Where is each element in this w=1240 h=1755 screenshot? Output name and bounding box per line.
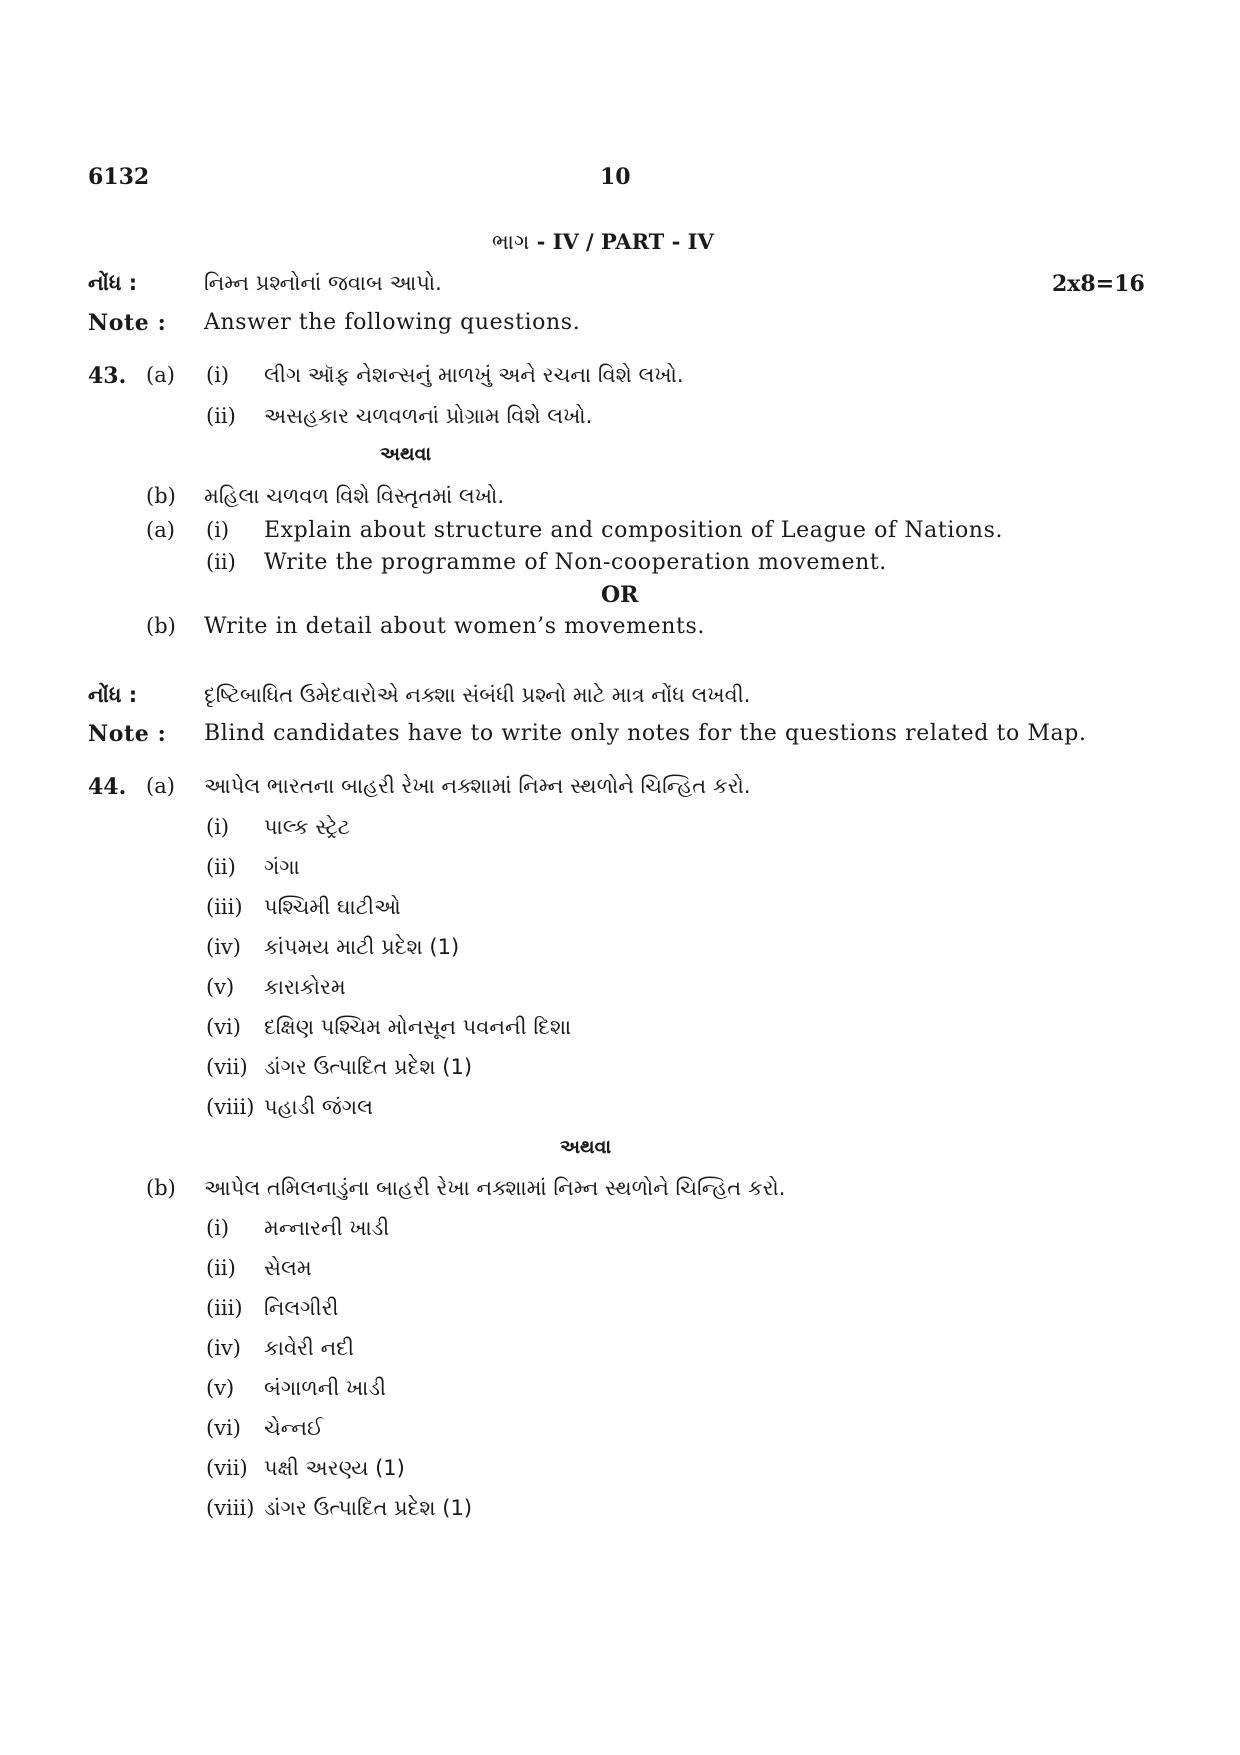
list-item-number: (ii)	[206, 1256, 236, 1280]
note-gu-text: નિમ્ન પ્રશ્નોનાં જવાબ આપો.	[204, 271, 442, 295]
q43-en-i: Explain about structure and composition of League of Nations.	[264, 518, 1004, 543]
list-item: પશ્ચિમી ઘાટીઓ	[264, 895, 401, 919]
q43-number: 43.	[88, 363, 127, 389]
note2-gu-text: દૃષ્ટિબાધિત ઉમેદવારોએ નક્શા સંબંધી પ્રશ્નો માટે માત્ર નોંધ લખવી.	[204, 683, 751, 707]
paper-code: 6132	[88, 164, 150, 190]
part-title-sep: -	[529, 229, 553, 254]
q43-en-a-label: (a)	[146, 518, 175, 542]
q44-a-text: આપેલ ભારતના બાહરી રેખા નક્શામાં નિમ્ન સ્થળોને ચિન્હિત કરો.	[204, 774, 751, 798]
list-item: કારાકોરમ	[264, 975, 346, 999]
note2-gu-label: નોંધ :	[88, 683, 138, 707]
list-item-number: (iv)	[206, 1336, 241, 1360]
list-item: સેલમ	[264, 1256, 312, 1280]
note2-en-text: Blind candidates have to write only notes for the questions related to Map.	[204, 721, 1087, 746]
q43-en-b-label: (b)	[146, 614, 176, 638]
q44-a-label: (a)	[146, 774, 175, 798]
list-item: પાલ્ક સ્ટ્રેટ	[264, 815, 351, 839]
note-en-text: Answer the following questions.	[204, 310, 581, 335]
list-item-number: (ii)	[206, 855, 236, 879]
part-title	[492, 229, 714, 255]
list-item: કાવેરી નદી	[264, 1336, 354, 1360]
q44-number: 44.	[88, 774, 127, 800]
list-item-number: (viii)	[206, 1496, 255, 1520]
q43-gu-ii: અસહકાર ચળવળનાં પ્રોગ્રામ વિશે લખો.	[264, 404, 593, 428]
note-gu-label: નોંધ :	[88, 271, 138, 295]
list-item: નિલગીરી	[264, 1296, 339, 1320]
list-item-number: (iv)	[206, 935, 241, 959]
q43-en-ii-label: (ii)	[206, 550, 236, 574]
q44-b-label: (b)	[146, 1176, 176, 1200]
list-item-number: (i)	[206, 1216, 230, 1240]
list-item-number: (iii)	[206, 895, 243, 919]
q43-gu-i: લીગ ઑફ નેશન્સનું માળખું અને રચના વિશે લખો.	[264, 363, 684, 387]
list-item: મન્નારની ખાડી	[264, 1216, 390, 1240]
list-item: પહાડી જંગલ	[264, 1095, 373, 1119]
list-item: ચેન્નઈ	[264, 1416, 324, 1440]
note-en-label: Note :	[88, 310, 167, 336]
list-item-number: (vii)	[206, 1456, 248, 1480]
part-title-roman: IV / PART - IV	[552, 229, 714, 254]
q43-a-label: (a)	[146, 363, 175, 387]
list-item: ડાંગર ઉત્પાદિત પ્રદેશ (1)	[264, 1055, 473, 1079]
list-item-number: (vi)	[206, 1416, 241, 1440]
q44-or: અથવા	[560, 1136, 612, 1158]
q43-gu-b: મહિલા ચળવળ વિશે વિસ્તૃતમાં લખો.	[204, 484, 504, 508]
q43-en-i-label: (i)	[206, 518, 230, 542]
q43-en-ii: Write the programme of Non-cooperation movement.	[264, 550, 887, 575]
list-item: પક્ષી અરણ્ય (1)	[264, 1456, 405, 1480]
list-item: દક્ષિણ પશ્ચિમ મોનસૂન પવનની દિશા	[264, 1015, 572, 1039]
q43-gu-ii-label: (ii)	[206, 404, 236, 428]
list-item-number: (i)	[206, 815, 230, 839]
list-item: ગંગા	[264, 855, 300, 879]
list-item: ડાંગર ઉત્પાદિત પ્રદેશ (1)	[264, 1496, 473, 1520]
q43-en-b: Write in detail about women’s movements.	[204, 614, 705, 639]
list-item-number: (v)	[206, 1376, 235, 1400]
list-item-number: (vi)	[206, 1015, 241, 1039]
list-item-number: (v)	[206, 975, 235, 999]
list-item-number: (vii)	[206, 1055, 248, 1079]
list-item-number: (iii)	[206, 1296, 243, 1320]
marks: 2x8=16	[1052, 271, 1145, 297]
q43-b-label: (b)	[146, 484, 176, 508]
q43-gu-i-label: (i)	[206, 363, 230, 387]
part-title-gu: ભાગ	[492, 230, 530, 254]
q44-b-text: આપેલ તમિલનાડુંના બાહરી રેખા નક્શામાં નિમ્ન સ્થળોને ચિન્હિત કરો.	[204, 1176, 786, 1200]
q43-en-or: OR	[601, 582, 639, 608]
list-item-number: (viii)	[206, 1095, 255, 1119]
list-item: બંગાળની ખાડી	[264, 1376, 386, 1400]
page-number: 10	[600, 164, 631, 190]
q43-gu-or: અથવા	[380, 443, 432, 465]
list-item: કાંપમય માટી પ્રદેશ (1)	[264, 935, 460, 959]
note2-en-label: Note :	[88, 721, 167, 747]
